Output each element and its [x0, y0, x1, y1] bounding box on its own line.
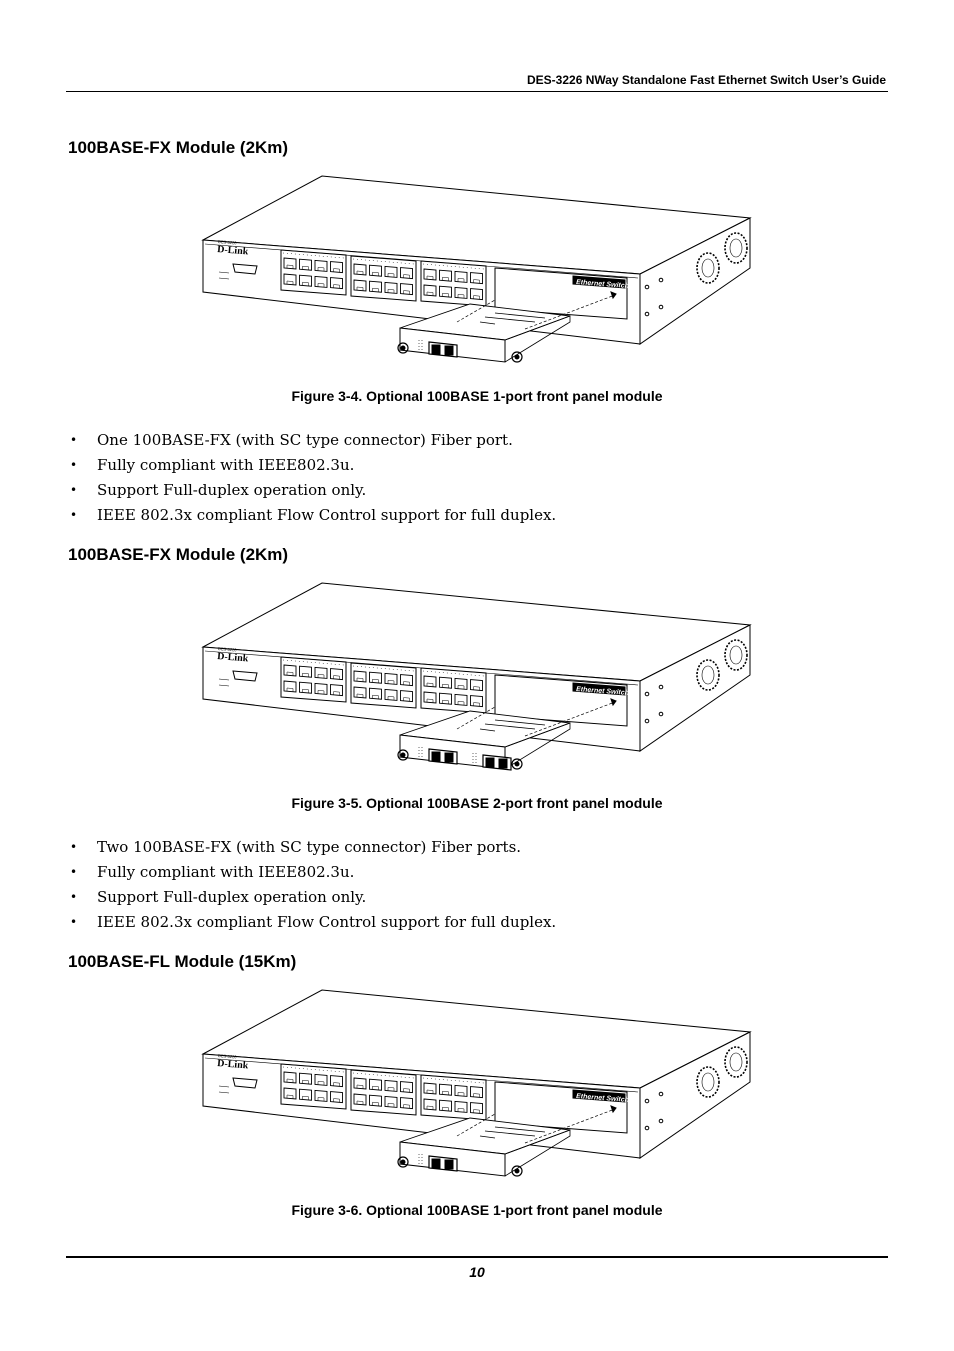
thumbscrew-center — [515, 1169, 519, 1173]
header-rule — [66, 91, 888, 92]
list-item: • Fully compliant with IEEE802.3u. — [68, 453, 556, 478]
ethernet-switch-badge: Ethernet Switch — [575, 1093, 630, 1104]
section-heading-3: 100BASE-FL Module (15Km) — [68, 952, 297, 971]
switch-drawing — [203, 583, 750, 770]
sc-connector-tx — [432, 1159, 440, 1168]
sc-connector-rx — [499, 759, 507, 768]
figure-switch-1port-fl — [195, 986, 760, 1186]
footer-rule — [66, 1256, 888, 1258]
list-item: • Support Full-duplex operation only. — [68, 885, 556, 910]
thumbscrew-center — [515, 355, 519, 359]
figure-caption-3-6: Figure 3-6. Optional 100BASE 1-port front panel module — [291, 1202, 663, 1218]
running-header: DES-3226 NWay Standalone Fast Ethernet Switch User’s Guide — [527, 73, 886, 87]
bullet-icon: • — [70, 433, 78, 447]
section-heading-2: 100BASE-FX Module (2Km) — [68, 545, 289, 564]
sc-connector-tx — [432, 752, 440, 761]
sc-connector-rx — [445, 346, 453, 355]
list-item: • Two 100BASE-FX (with SC type connector) Fiber ports. — [68, 835, 556, 860]
switch-drawing — [203, 990, 750, 1176]
brand-logo: D-Link — [216, 651, 249, 665]
list-item: • IEEE 802.3x compliant Flow Control support for full duplex. — [68, 910, 556, 935]
figure-switch-2port — [195, 579, 760, 779]
figure-caption-3-5: Figure 3-5. Optional 100BASE 2-port front panel module — [291, 795, 663, 811]
bullet-icon: • — [70, 483, 78, 497]
switch-illustration — [195, 986, 760, 1186]
bullet-icon: • — [70, 840, 78, 854]
thumbscrew-center — [401, 346, 405, 350]
brand-logo: D-Link — [216, 1058, 249, 1072]
sc-connector-rx — [445, 1160, 453, 1169]
thumbscrew-center — [401, 1160, 405, 1164]
model-label: DES-3226 — [217, 239, 237, 246]
bullet-icon: • — [70, 508, 78, 522]
list-item: • Fully compliant with IEEE802.3u. — [68, 860, 556, 885]
ethernet-switch-badge: Ethernet Switch — [575, 686, 630, 697]
brand-logo: D-Link — [216, 244, 249, 258]
list-item: • IEEE 802.3x compliant Flow Control support for full duplex. — [68, 503, 556, 528]
section-heading-1: 100BASE-FX Module (2Km) — [68, 138, 289, 157]
sc-connector-tx — [432, 345, 440, 354]
list-item: • Support Full-duplex operation only. — [68, 478, 556, 503]
figure-caption-3-4: Figure 3-4. Optional 100BASE 1-port front panel module — [291, 388, 663, 404]
switch-illustration — [195, 172, 760, 372]
figure-switch-1port — [195, 172, 760, 372]
page-number: 10 — [469, 1264, 485, 1280]
sc-connector-rx — [445, 753, 453, 762]
switch-illustration — [195, 579, 760, 779]
bullet-icon: • — [70, 458, 78, 472]
thumbscrew-center — [401, 753, 405, 757]
bullet-icon: • — [70, 915, 78, 929]
thumbscrew-center — [515, 762, 519, 766]
bullet-icon: • — [70, 890, 78, 904]
feature-list-2 — [68, 835, 556, 935]
model-label: DES-3226 — [217, 646, 237, 653]
bullet-icon: • — [70, 865, 78, 879]
ethernet-switch-badge: Ethernet Switch — [575, 279, 630, 290]
model-label: DES-3226 — [217, 1053, 237, 1060]
sc-connector-tx — [486, 758, 494, 767]
switch-drawing — [203, 176, 750, 362]
list-item: • One 100BASE-FX (with SC type connector) Fiber port. — [68, 428, 556, 453]
feature-list-1 — [68, 428, 556, 528]
